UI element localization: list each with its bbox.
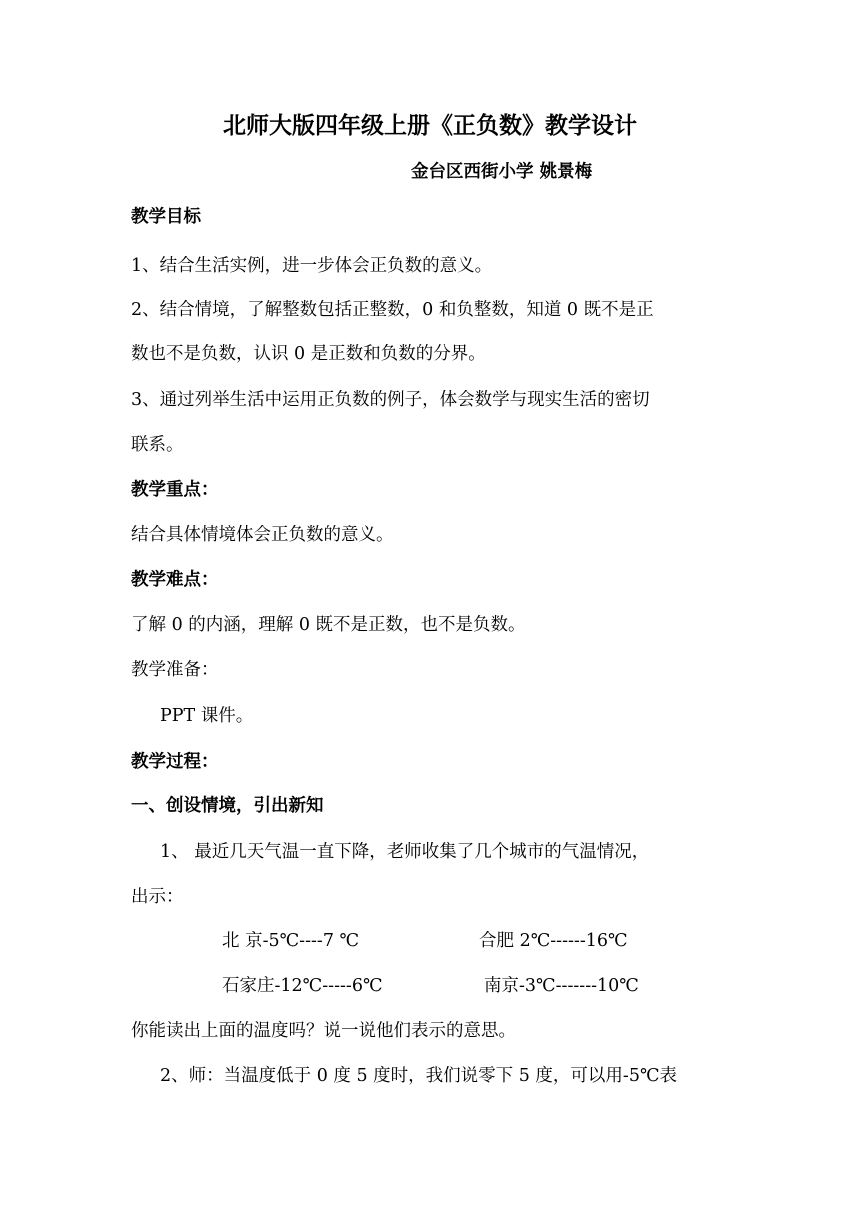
document-title: 北师大版四年级上册《正负数》教学设计 — [223, 112, 637, 139]
process-heading: 教学过程： — [131, 752, 219, 772]
key-points-text: 结合具体情境体会正负数的意义。 — [131, 525, 394, 545]
question-text: 你能读出上面的温度吗？说一说他们表示的意思。 — [131, 1021, 516, 1041]
step-2-line-1: 2、师：当温度低于 0 度 5 度时，我们说零下 5 度，可以用-5℃表 — [160, 1066, 678, 1086]
temp-shijiazhuang: 石家庄-12℃-----6℃ — [222, 976, 383, 996]
difficulty-text: 了解 0 的内涵，理解 0 既不是正数，也不是负数。 — [131, 615, 526, 635]
goal-1: 1、结合生活实例，进一步体会正负数的意义。 — [131, 256, 493, 276]
key-points-heading: 教学重点： — [131, 480, 219, 500]
step-1-line-2: 出示： — [131, 887, 184, 907]
temp-nanjing: 南京-3℃-------10℃ — [484, 976, 639, 996]
goal-3-line-1: 3、通过列举生活中运用正负数的例子，体会数学与现实生活的密切 — [131, 390, 650, 410]
section-1-heading: 一、创设情境，引出新知 — [131, 796, 324, 816]
step-1-line-1: 1、 最近几天气温一直下降，老师收集了几个城市的气温情况， — [160, 842, 650, 862]
temp-hefei: 合肥 2℃------16℃ — [479, 931, 628, 951]
goal-3-line-2: 联系。 — [131, 435, 184, 455]
preparation-heading: 教学准备： — [131, 660, 219, 680]
temp-beijing: 北 京-5℃----7 ℃ — [222, 931, 360, 951]
goal-2-line-2: 数也不是负数，认识 0 是正数和负数的分界。 — [131, 344, 486, 364]
goal-2-line-1: 2、结合情境，了解整数包括正整数，0 和负整数，知道 0 既不是正 — [131, 300, 654, 320]
author-line: 金台区西街小学 姚景梅 — [411, 162, 593, 182]
goals-heading: 教学目标 — [131, 207, 201, 227]
preparation-text: PPT 课件。 — [160, 706, 254, 726]
difficulty-heading: 教学难点： — [131, 570, 219, 590]
